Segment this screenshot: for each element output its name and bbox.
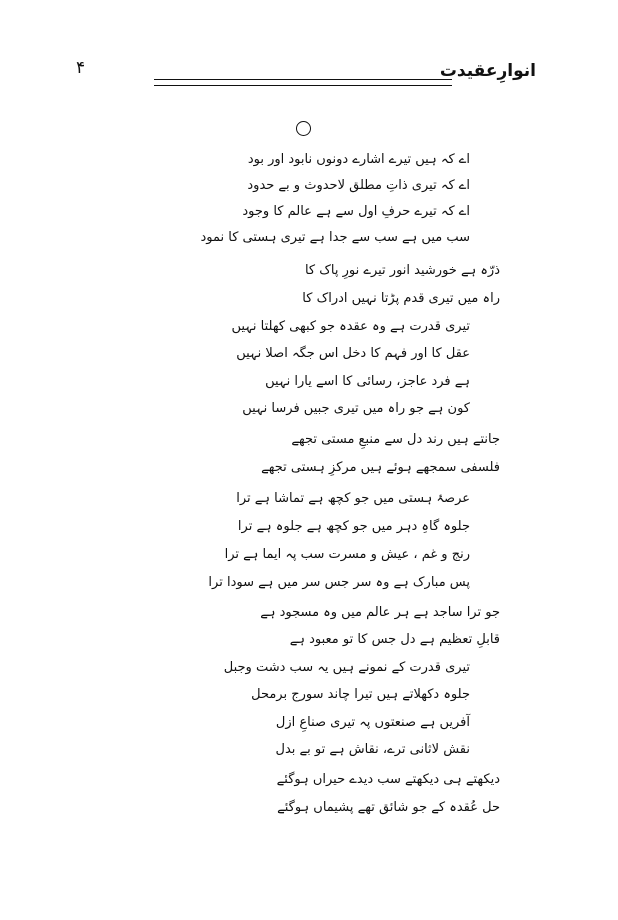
verse-line: تیری قدرت ہے وہ عقدہ جو کبھی کھلتا نہیں — [231, 319, 470, 334]
header-rule-bottom — [154, 85, 452, 86]
verse-line: جلوہ دکھلاتے ہیں تیرا چاند سورج برمحل — [251, 687, 470, 702]
verse-line: تیری قدرت کے نمونے ہیں یہ سب دشت وجبل — [223, 660, 470, 675]
verse-line: اے کہ تیرے حرفِ اول سے ہے عالم کا وجود — [242, 204, 470, 219]
verse-line: اے کہ تیری ذاتِ مطلق لاحدوث و بے حدود — [247, 178, 470, 193]
verse-line: ذرّہ ہے خورشید انور تیرے نورِ پاک کا — [304, 263, 500, 278]
verse-line: جلوہ گاہِ دہر میں جو کچھ ہے جلوہ ہے ترا — [237, 519, 470, 534]
verse-line: حل عُقدہ کے جو شائق تھے پشیماں ہوگئے — [277, 800, 500, 815]
verse-line: پس مبارک ہے وہ سر جس سر میں ہے سودا ترا — [208, 575, 470, 590]
page-number: ۴ — [76, 58, 86, 78]
header-rule-top — [154, 79, 452, 80]
verse-line: ہے فرد عاجز، رسائی کا اسے یارا نہیں — [265, 374, 470, 389]
verse-line: راہ میں تیری قدم پڑتا نہیں ادراک کا — [302, 291, 500, 306]
verse-line: عرصۂ ہستی میں جو کچھ ہے تماشا ہے ترا — [236, 491, 470, 506]
verse-line: نقش لاثانی ترے، نقاش ہے تو بے بدل — [275, 742, 470, 757]
verse-line: آفریں ہے صنعتوں پہ تیری صناعِ ازل — [275, 715, 470, 730]
verse-line: عقل کا اور فہم کا دخل اس جگہ اصلا نہیں — [236, 346, 470, 361]
verse-line: جانتے ہیں رند دل سے منبعِ مستی تجھے — [291, 432, 500, 447]
running-header-title: انوارِعقیدت — [439, 61, 536, 81]
verse-line: دیکھتے ہی دیکھتے سب دیدے حیراں ہوگئے — [276, 772, 500, 787]
verse-line: قابلِ تعظیم ہے دل جس کا تو معبود ہے — [289, 632, 500, 647]
verse-line: فلسفی سمجھے ہوئے ہیں مرکزِ ہستی تجھے — [261, 460, 500, 475]
verse-line: رنج و غم ، عیش و مسرت سب پہ ایما ہے ترا — [224, 547, 470, 562]
verse-line: سب میں ہے سب سے جدا ہے تیری ہستی کا نمود — [200, 230, 470, 245]
circle-ornament-icon — [296, 121, 311, 136]
verse-line: اے کہ ہیں تیرے اشارے دونوں نابود اور بود — [247, 152, 470, 167]
verse-line: کون ہے جو راہ میں تیری جبیں فرسا نہیں — [242, 401, 470, 416]
verse-line: جو ترا ساجد ہے ہر عالم میں وہ مسجود ہے — [260, 605, 500, 620]
